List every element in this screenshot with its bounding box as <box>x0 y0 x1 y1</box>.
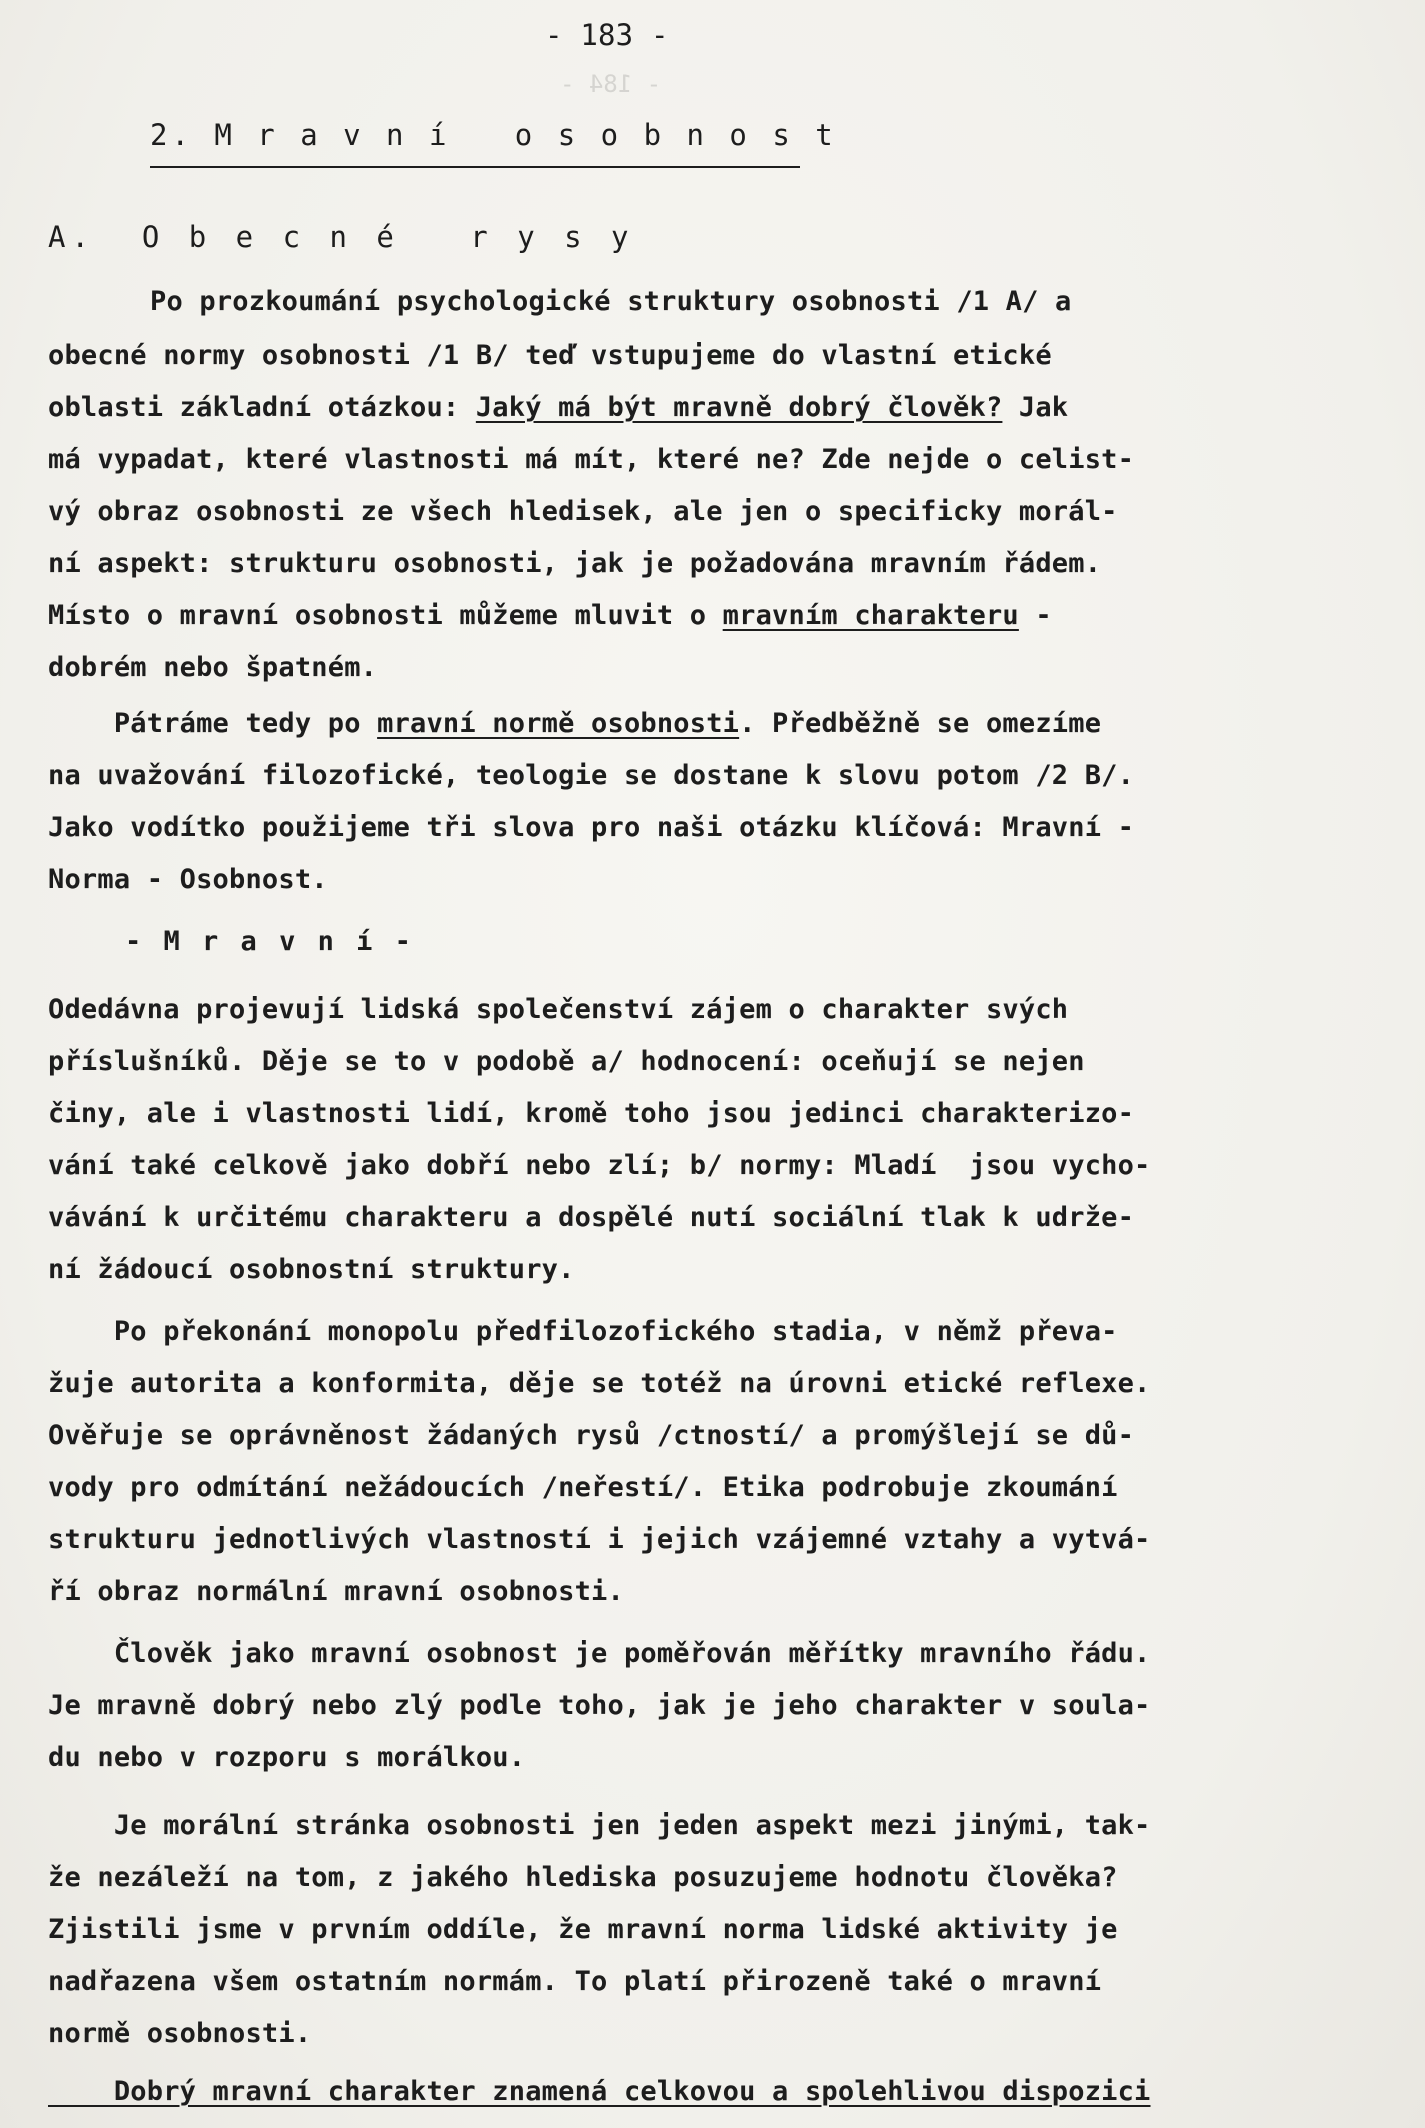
p1-line-7 <box>48 600 1052 631</box>
moral-character-term: mravním charakteru <box>722 600 1019 631</box>
key-question: Jaký má být mravně dobrý člověk? <box>475 392 1003 423</box>
p2-line-4: Norma - Osobnost. <box>48 864 328 895</box>
p4-line-5: strukturu jednotlivých vlastností i jejich vzájemné vztahy a vytvá- <box>48 1524 1151 1555</box>
p3-line-5: vávání k určitému charakteru a dospělé nutí sociální tlak k udrže- <box>48 1202 1135 1233</box>
p2-line-1a: Pátráme tedy po <box>48 708 378 739</box>
section-heading: A. O b e c n é r y s y <box>48 220 635 254</box>
p3-line-3: činy, ale i vlastnosti lidí, kromě toho jsou jedinci charakterizo- <box>48 1098 1135 1129</box>
p1-line-8: dobrém nebo špatném. <box>48 652 378 683</box>
p3-line-2: příslušníků. Děje se to v podobě a/ hodnocení: oceňují se nejen <box>48 1046 1085 1077</box>
chapter-heading-underline <box>150 166 800 168</box>
p1-line-3a: oblasti základní otázkou: <box>48 392 476 423</box>
p4-line-4: vody pro odmítání nežádoucích /neřestí/. Etika podrobuje zkoumání <box>48 1472 1118 1503</box>
p1-line-7a: Místo o mravní osobnosti můžeme mluvit o <box>48 600 723 631</box>
p6-line-5: normě osobnosti. <box>48 2018 312 2049</box>
p6-line-3: Zjistili jsme v prvním oddíle, že mravní norma lidské aktivity je <box>48 1914 1118 1945</box>
p3-line-6: ní žádoucí osobnostní struktury. <box>48 1254 575 1285</box>
p5-line-1: Člověk jako mravní osobnost je poměřován měřítky mravního řádu. <box>48 1638 1151 1669</box>
p4-line-1: Po překonání monopolu předfilozofického stadia, v němž převa- <box>48 1316 1118 1347</box>
subheading-mravni: - M r a v n í - <box>48 926 414 957</box>
p1-line-7c: - <box>1018 600 1052 631</box>
p1-line-3c: Jak <box>1002 392 1069 423</box>
p1-line-4: má vypadat, které vlastnosti má mít, které ne? Zde nejde o celist- <box>48 444 1135 475</box>
p2-line-1c: . Předběžně se omezíme <box>739 708 1102 739</box>
p3-line-4: vání také celkově jako dobří nebo zlí; b/ normy: Mladí jsou vycho- <box>48 1150 1151 1181</box>
p5-line-3: du nebo v rozporu s morálkou. <box>48 1742 526 1773</box>
p2-line-2: na uvažování filozofické, teologie se dostane k slovu potom /2 B/. <box>48 760 1135 791</box>
chapter-heading: 2. M r a v n í o s o b n o s t <box>150 118 837 152</box>
p3-line-1: Odedávna projevují lidská společenství zájem o charakter svých <box>48 994 1069 1025</box>
page-number: - 183 - <box>545 18 669 52</box>
p6-line-2: že nezáleží na tom, z jakého hlediska posuzujeme hodnotu člověka? <box>48 1862 1118 1893</box>
p1-line-3 <box>48 392 1068 423</box>
moral-norm-term: mravní normě osobnosti <box>377 708 740 739</box>
p4-line-3: Ověřuje se oprávněnost žádaných rysů /ctností/ a promýšlejí se dů- <box>48 1420 1135 1451</box>
p5-line-2: Je mravně dobrý nebo zlý podle toho, jak je jeho charakter v soula- <box>48 1690 1151 1721</box>
p1-line-1: Po prozkoumání psychologické struktury osobnosti /1 A/ a <box>150 286 1072 317</box>
p2-line-3: Jako vodítko použijeme tři slova pro naši otázku klíčová: Mravní - <box>48 812 1135 843</box>
p4-line-2: žuje autorita a konformita, děje se totéž na úrovni etické reflexe. <box>48 1368 1151 1399</box>
p1-line-2: obecné normy osobnosti /1 B/ teď vstupujeme do vlastní etické <box>48 340 1052 371</box>
p1-line-6: ní aspekt: strukturu osobnosti, jak je požadována mravním řádem. <box>48 548 1102 579</box>
p6-line-4: nadřazena všem ostatním normám. To platí přirozeně také o mravní <box>48 1966 1102 1997</box>
p2-line-1 <box>48 708 1101 739</box>
p1-line-5: vý obraz osobnosti ze všech hledisek, ale jen o specificky morál- <box>48 496 1118 527</box>
show-through-text: - 184 - <box>560 70 662 98</box>
p4-line-6: ří obraz normální mravní osobnosti. <box>48 1576 624 1607</box>
p6-line-1: Je morální stránka osobnosti jen jeden aspekt mezi jinými, tak- <box>48 1810 1151 1841</box>
p7-line-1: Dobrý mravní charakter znamená celkovou a spolehlivou dispozici <box>48 2076 1151 2107</box>
